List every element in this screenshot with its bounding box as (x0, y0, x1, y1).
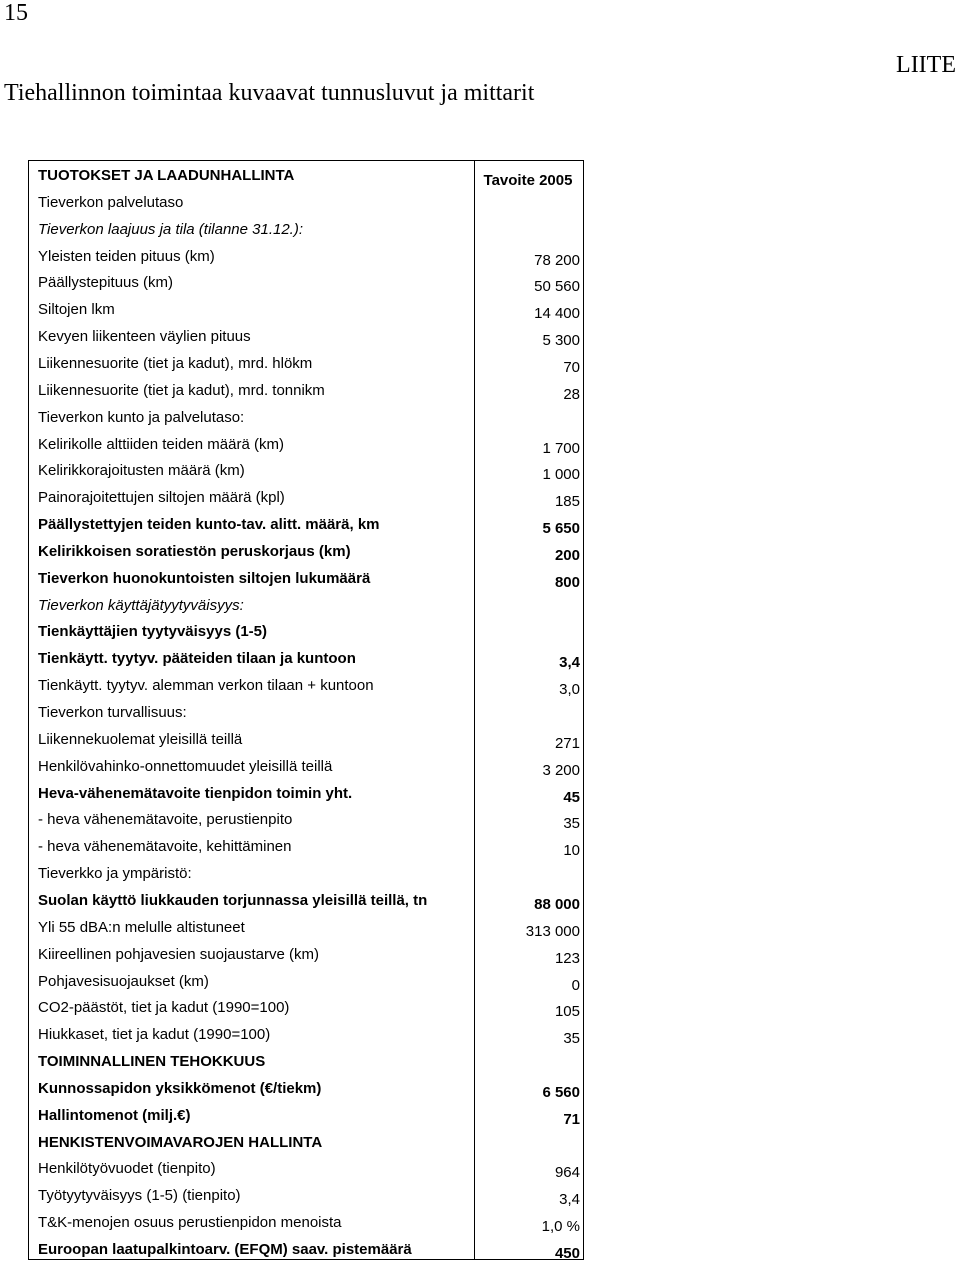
row-label: Yleisten teiden pituus (km) (38, 247, 215, 265)
row-target-value: 71 (563, 1110, 580, 1128)
row-target-value: 3,0 (559, 681, 580, 699)
table-row (29, 484, 583, 511)
table-row (29, 431, 583, 458)
row-label: Kunnossapidon yksikkömenot (€/tiekm) (38, 1079, 322, 1097)
row-target-value: 3 200 (542, 761, 580, 779)
row-label: Euroopan laatupalkintoarv. (EFQM) saav. pistemäärä (38, 1241, 412, 1258)
row-label: Liikennekuolemat yleisillä teillä (38, 730, 243, 748)
table-row (29, 780, 583, 807)
table-row (29, 618, 583, 645)
page-title: Tiehallinnon toimintaa kuvaavat tunnusluvut ja mittarit (4, 80, 535, 106)
row-label: Hiukkaset, tiet ja kadut (1990=100) (38, 1026, 271, 1044)
row-label: T&K-menojen osuus perustienpidon menoista (38, 1214, 342, 1232)
row-target-value: 3,4 (559, 654, 580, 672)
row-target-value: 200 (554, 546, 580, 564)
row-target-value: 800 (554, 573, 580, 591)
table-row (29, 860, 583, 887)
table-row (29, 1075, 583, 1102)
row-label: TOIMINNALLINEN TEHOKKUUS (38, 1053, 266, 1071)
row-label: Liikennesuorite (tiet ja kadut), mrd. tonnikm (38, 381, 325, 399)
row-label: Tieverkon käyttäjätyytyväisyys: (38, 596, 244, 614)
row-label: Tienkäytt. tyytyv. alemman verkon tilaan + kuntoon (38, 677, 374, 695)
page-number: 15 (4, 0, 28, 26)
row-target-value: 5 650 (542, 520, 580, 538)
row-label: Hallintomenot (milj.€) (38, 1106, 191, 1124)
row-label: Pohjavesisuojaukset (km) (38, 972, 209, 990)
row-label: Tieverkon laajuus ja tila (tilanne 31.12.): (38, 220, 304, 238)
row-label: Tieverkon kunto ja palvelutaso: (38, 408, 245, 426)
table-row (29, 162, 583, 189)
row-target-value: 10 (563, 842, 580, 860)
row-label: Tieverkko ja ympäristö: (38, 865, 192, 883)
table-row (29, 645, 583, 672)
table-row (29, 672, 583, 699)
table-row (29, 887, 583, 914)
row-target-value: 88 000 (534, 895, 580, 913)
row-target-value: 185 (554, 493, 580, 511)
row-target-value: 78 200 (534, 251, 580, 269)
row-target-value: 45 (563, 788, 580, 806)
row-label: Suolan käyttö liukkauden torjunnassa yleisillä teillä, tn (38, 891, 428, 909)
table-row (29, 914, 583, 941)
row-target-value: 450 (554, 1245, 580, 1262)
row-target-value: 1 700 (542, 439, 580, 457)
table-row (29, 216, 583, 243)
row-target-value: 50 560 (534, 278, 580, 296)
row-label: Tieverkon huonokuntoisten siltojen lukumäärä (38, 569, 371, 587)
row-target-value: 28 (563, 385, 580, 403)
row-label: Tieverkon turvallisuus: (38, 704, 187, 721)
table-row (29, 404, 583, 431)
row-label: Painorajoitettujen siltojen määrä (kpl) (38, 489, 285, 507)
row-target-value: 123 (554, 949, 580, 967)
row-target-value: 5 300 (542, 332, 580, 350)
table-row (29, 323, 583, 350)
row-target-value: 3,4 (559, 1191, 580, 1209)
row-label: Päällystepituus (km) (38, 274, 174, 292)
table-row (29, 1182, 583, 1209)
row-label: - heva vähenemätavoite, kehittäminen (38, 838, 292, 856)
row-label: HENKISTENVOIMAVAROJEN HALLINTA (38, 1133, 323, 1151)
table-row (29, 243, 583, 270)
row-label: Tienkäyttäjien tyytyväisyys (1-5) (38, 623, 268, 641)
table-row (29, 296, 583, 323)
row-label: Henkilövahinko-onnettomuudet yleisillä teillä (38, 757, 333, 775)
table-row (29, 994, 583, 1021)
row-target-value: 70 (563, 358, 580, 376)
row-label: Kevyen liikenteen väylien pituus (38, 328, 251, 346)
table-row (29, 726, 583, 753)
table-row (29, 1155, 583, 1182)
row-label: Tienkäytt. tyytyv. pääteiden tilaan ja kuntoon (38, 650, 356, 668)
table-row (29, 511, 583, 538)
row-label: - heva vähenemätavoite, perustienpito (38, 811, 293, 829)
row-label: Työtyytyväisyys (1-5) (tienpito) (38, 1187, 241, 1205)
row-label: Tieverkon palvelutaso (38, 193, 184, 211)
target-column-header: Tavoite 2005 (483, 172, 573, 189)
row-label: Heva-vähenemätavoite tienpidon toimin yht. (38, 784, 353, 802)
row-label: Kelirikkoisen soratiestön peruskorjaus (km) (38, 542, 351, 560)
table-row (29, 1129, 583, 1156)
table-row (29, 699, 583, 726)
table-row (29, 833, 583, 860)
row-target-value: 105 (554, 1003, 580, 1021)
table-row (29, 1102, 583, 1129)
table-row (29, 538, 583, 565)
row-target-value: 964 (554, 1164, 580, 1182)
table-row (29, 565, 583, 592)
row-target-value: 271 (554, 734, 580, 752)
table-row (29, 1048, 583, 1075)
table-row (29, 377, 583, 404)
row-target-value: 6 560 (542, 1083, 580, 1101)
row-label: Päällystettyjen teiden kunto-tav. alitt. määrä, km (38, 516, 380, 534)
table-row (29, 1209, 583, 1236)
row-target-value: 35 (563, 815, 580, 833)
table-row (29, 592, 583, 619)
table-row (29, 968, 583, 995)
metrics-table (28, 160, 584, 1260)
row-target-value: 35 (563, 1030, 580, 1048)
row-label: Henkilötyövuodet (tienpito) (38, 1160, 216, 1178)
table-row (29, 189, 583, 216)
row-label: Kelirikolle alttiiden teiden määrä (km) (38, 435, 284, 453)
row-label: TUOTOKSET JA LAADUNHALLINTA (38, 167, 295, 184)
table-row (29, 269, 583, 296)
appendix-label: LIITE (896, 52, 956, 78)
table-row (29, 1021, 583, 1048)
table-row (29, 941, 583, 968)
table-row (29, 806, 583, 833)
row-label: Kelirikkorajoitusten määrä (km) (38, 462, 245, 480)
row-label: Yli 55 dBA:n melulle altistuneet (38, 918, 245, 936)
row-target-value: 313 000 (525, 922, 580, 940)
table-row (29, 350, 583, 377)
row-label: Kiireellinen pohjavesien suojaustarve (km) (38, 945, 319, 963)
row-target-value: 14 400 (534, 305, 580, 323)
table-row (29, 1236, 583, 1263)
row-label: Siltojen lkm (38, 301, 115, 319)
row-label: Liikennesuorite (tiet ja kadut), mrd. hlökm (38, 354, 313, 372)
row-target-value: 1 000 (542, 466, 580, 484)
row-target-value: 1,0 % (541, 1218, 580, 1236)
table-row (29, 457, 583, 484)
table-row (29, 753, 583, 780)
row-target-value: 0 (571, 976, 580, 994)
row-label: CO2-päästöt, tiet ja kadut (1990=100) (38, 999, 290, 1017)
